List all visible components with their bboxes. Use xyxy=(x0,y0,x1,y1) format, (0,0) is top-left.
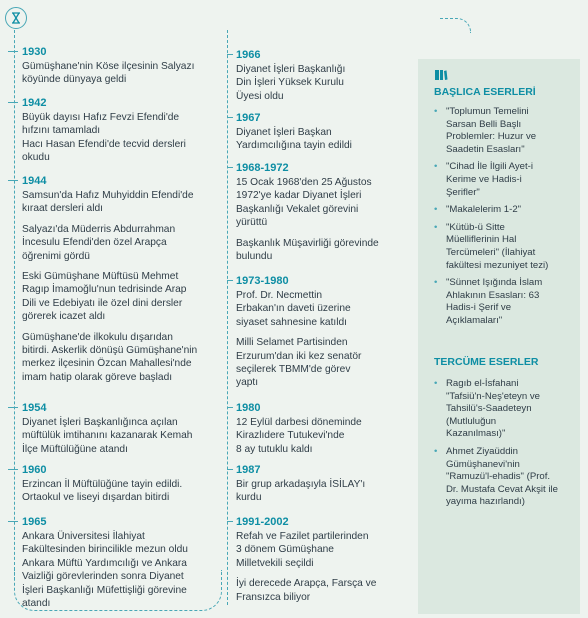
entry-year: 1930 xyxy=(22,46,194,58)
timeline-entry xyxy=(236,112,352,160)
entry-text: Prof. Dr. Necmettin Erbakan'ın daveti üzerine siyaset sahnesine katıldı xyxy=(236,290,351,328)
entry-year: 1980 xyxy=(236,402,362,414)
entry-text: Samsun'da Hafız Muhyiddin Efendi'de kıraat dersleri aldı xyxy=(22,190,194,215)
entry-year: 1944 xyxy=(22,175,197,187)
entry-text: Diyanet İşleri Başkan Yardımcılığına tayin edildi xyxy=(236,127,352,152)
entry-text: Başkanlık Müşavirliği görevinde bulundu xyxy=(236,237,379,263)
timeline-entry xyxy=(236,162,379,270)
timeline-entry xyxy=(22,46,194,94)
list-item: • "Toplumun Temelini Sarsan Belli Başlı Problemler: Huzur ve Saadetin Esasları" xyxy=(434,106,574,156)
entry-text: Diyanet İşleri Başkanlığınca açılan müftülük imtihanını kazanarak Kemah İlçe Müftülüğüne atandı xyxy=(22,417,193,455)
book-icon xyxy=(434,69,448,81)
entry-text: Gümüşhane'nin Köse ilçesinin Salyazı köyünde dünyaya geldi xyxy=(22,61,195,86)
entry-year: 1954 xyxy=(22,402,192,414)
timeline-track xyxy=(14,20,15,580)
entry-text: Gümüşhane'de ilkokulu dışarıdan bitirdi. Askerlik dönüşü Gümüşhane'nin merkez ilçesinin Özcan Mahallesi'nde imam hatip olarak göreve başladı xyxy=(22,331,198,383)
list-item: • Ragıb el-İsfahani "Tafsiü'n-Neş'eteyn ve Tahsilü's-Saadeteyn (Mutluluğun Kazanılması)" xyxy=(434,378,574,441)
entry-text: Bir grup arkadaşıyla İSİLAY'ı kurdu xyxy=(236,479,366,504)
works-section xyxy=(434,86,574,333)
list-item: • "Kütüb-ü Sitte Müelliflerinin Hal Tercümeleri" (İlahiyat fakültesi mezuniyet tezi) xyxy=(434,222,574,272)
entry-year: 1991-2002 xyxy=(236,516,376,528)
timeline-entry xyxy=(236,275,361,397)
entry-year: 1942 xyxy=(22,97,186,109)
entry-text: 15 Ocak 1968'den 25 Ağustos 1972'ye kadar Diyanet İşleri Başkanlığı Vekalet görevini yürüttü xyxy=(236,177,372,229)
entry-year: 1967 xyxy=(236,112,352,124)
entry-year: 1966 xyxy=(236,49,345,61)
entry-year: 1987 xyxy=(236,464,365,476)
list-item: • "Cihad İle İlgili Ayet-i Kerime ve Hadis-i Şerifler" xyxy=(434,161,574,199)
translations-section xyxy=(434,356,574,514)
entry-year: 1968-1972 xyxy=(236,162,379,174)
timeline-entry xyxy=(236,516,376,611)
timeline-entry xyxy=(236,402,362,463)
list-item: • "Makalelerim 1-2" xyxy=(434,204,574,217)
hourglass-icon-shape xyxy=(11,12,21,24)
entry-text: 12 Eylül darbesi döneminde Kirazlıdere Tutukevi'nde 8 ay tutuklu kaldı xyxy=(236,417,362,455)
translations-list xyxy=(434,378,574,509)
entry-text: Milli Selamet Partisinden Erzurum'dan iki kez senatör seçilerek TBMM'de görev yaptı xyxy=(236,337,362,389)
entry-text: Refah ve Fazilet partilerinden 3 dönem Gümüşhane Milletvekili seçildi xyxy=(236,531,369,569)
entry-text: Büyük dayısı Hafız Fevzi Efendi'de hıfzını tamamladı Hacı Hasan Efendi'de tecvid dersleri okudu xyxy=(22,112,186,164)
timeline-entry xyxy=(236,49,345,110)
entry-text: Diyanet İşleri Başkanlığı Din İşleri Yüksek Kurulu Üyesi oldu xyxy=(236,64,346,102)
entry-year: 1965 xyxy=(22,516,188,528)
works-list xyxy=(434,106,574,328)
works-sidebar xyxy=(418,59,580,614)
entry-text: İyi derecede Arapça, Farsça ve Fransızca biliyor xyxy=(236,578,377,603)
timeline-connector xyxy=(440,18,471,33)
timeline-entry xyxy=(22,516,188,617)
list-item: • Ahmet Ziyaüddin Gümüşhanevi'nin "Ramuzü'l-ehadis" (Prof. Dr. Mustafa Cevat Akşit ile yayıma hazırlandı) xyxy=(434,446,574,509)
entry-text: Eski Gümüşhane Müftüsü Mehmet Ragıp İmamoğlu'nun tedrisinde Arap Dili ve Edebiyatı ile özel dini dersler görerek icazet aldı xyxy=(22,271,187,323)
timeline-entry xyxy=(22,175,197,391)
list-item: • "Sünnet Işığında İslam Ahlakının Esasları: 63 Hadis-i Şerif ve Açıklamaları" xyxy=(434,277,574,327)
entry-year: 1960 xyxy=(22,464,182,476)
entry-year: 1973-1980 xyxy=(236,275,361,287)
translations-title: TERCÜME ESERLER xyxy=(434,356,539,368)
timeline-entry xyxy=(236,464,365,512)
works-title: BAŞLICA ESERLERİ xyxy=(434,86,536,98)
entry-text: Salyazı'da Müderris Abdurrahman İncesulu Efendi'den özel Arapça öğrenimi gördü xyxy=(22,223,176,262)
entry-text: Erzincan İl Müftülüğüne tayin edildi. Ortaokul ve liseyi dışardan bitirdi xyxy=(22,479,183,504)
timeline-entry xyxy=(22,402,192,463)
entry-text: Ankara Üniversitesi İlahiyat Fakültesinden birincilikle mezun oldu Ankara Müftü Yardımcılığı ve Ankara Vaizliği görevlerinden sonra Diyanet İşleri Başkanlığı Müfettişliği görevine atandı xyxy=(22,531,188,610)
hourglass-icon xyxy=(5,7,27,29)
timeline-entry xyxy=(22,464,182,512)
timeline-entry xyxy=(22,97,186,172)
